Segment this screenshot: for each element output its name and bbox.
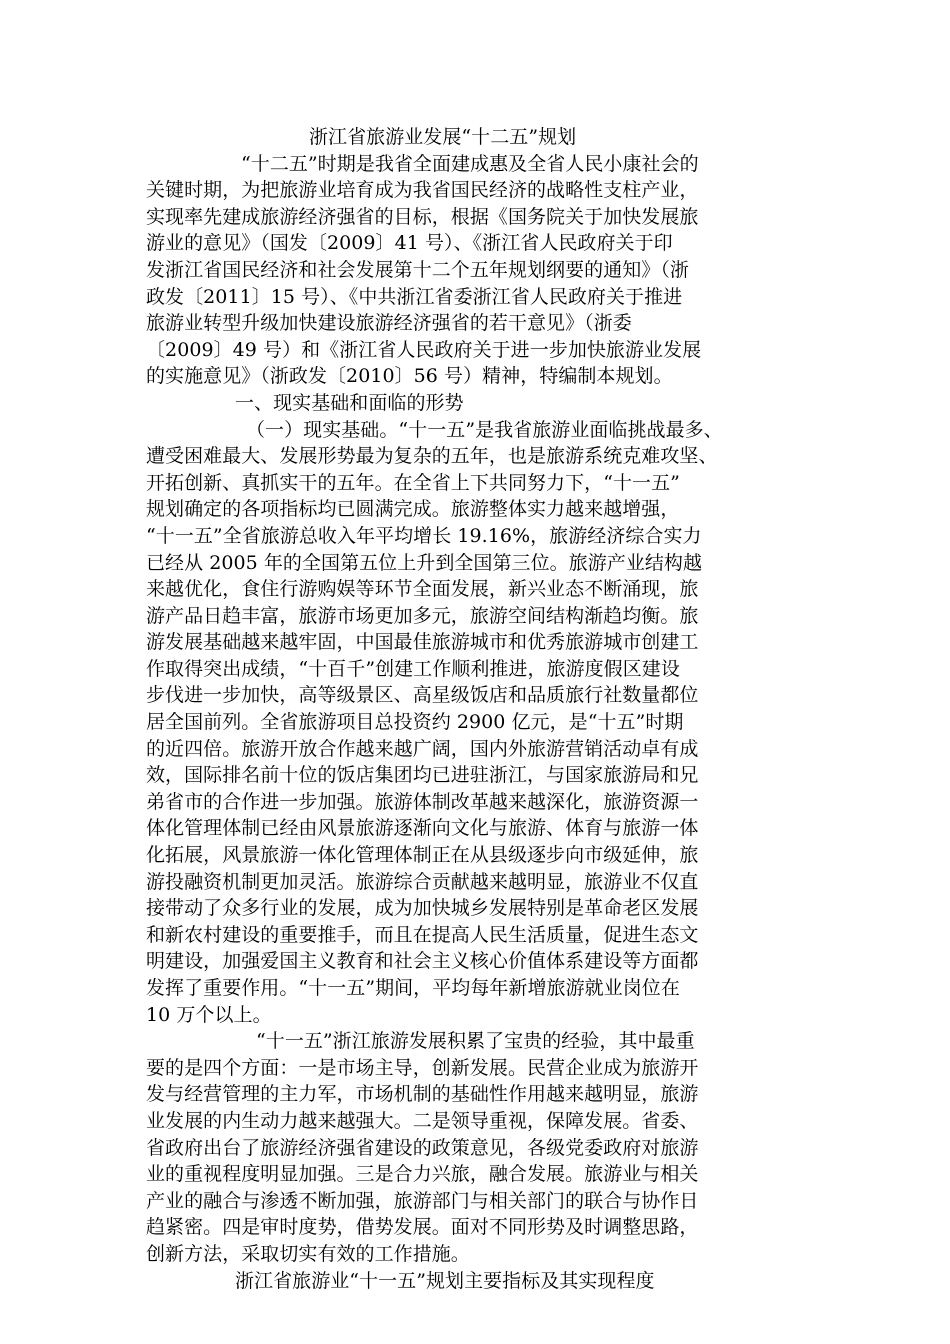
paragraph-line: 趋紧密。四是审时度势，借势发展。面对不同形势及时调整思路， xyxy=(146,1216,699,1239)
paragraph-line: “十一五”浙江旅游发展积累了宝贵的经验，其中最重 xyxy=(256,1030,695,1053)
intro-line: 〔2009〕49 号）和《浙江省人民政府关于进一步加快旅游业发展 xyxy=(146,338,702,361)
paragraph-line: 规划确定的各项指标均已圆满完成。旅游整体实力越来越增强， xyxy=(146,498,680,521)
intro-line: 旅游业转型升级加快建设旅游经济强省的若干意见》（浙委 xyxy=(146,312,632,335)
document-body xyxy=(146,124,814,1294)
intro-line: 游业的意见》（国发〔2009〕41 号）、《浙江省人民政府关于印 xyxy=(146,232,673,255)
paragraph-line: 业发展的内生动力越来越强大。二是领导重视，保障发展。省委、 xyxy=(146,1109,699,1132)
paragraph-line: 产业的融合与渗透不断加强，旅游部门与相关部门的联合与协作日 xyxy=(146,1189,699,1212)
paragraph-line: 游投融资机制更加灵活。旅游综合贡献越来越明显，旅游业不仅直 xyxy=(146,870,699,893)
intro-line: “十二五”时期是我省全面建成惠及全省人民小康社会的 xyxy=(241,152,699,175)
paragraph-line: 发挥了重要作用。“十一五”期间，平均每年新增旅游就业岗位在 xyxy=(146,977,680,999)
paragraph-line: 省政府出台了旅游经济强省建设的政策意见，各级党委政府对旅游 xyxy=(146,1136,699,1159)
paragraph-line: （一）现实基础。“十一五”是我省旅游业面临挑战最多、 xyxy=(246,418,723,441)
paragraph-line: 作取得突出成绩，“十百千”创建工作顺利推进，旅游度假区建设 xyxy=(146,657,680,680)
paragraph-line: 的近四倍。旅游开放合作越来越广阔，国内外旅游营销活动卓有成 xyxy=(146,737,699,760)
paragraph-line: 效，国际排名前十位的饭店集团均已进驻浙江，与国家旅游局和兄 xyxy=(146,764,699,787)
paragraph-line: 游发展基础越来越牢固，中国最佳旅游城市和优秀旅游城市创建工 xyxy=(146,631,699,654)
paragraph-line: 居全国前列。全省旅游项目总投资约 2900 亿元，是“十五”时期 xyxy=(146,711,684,734)
intro-line: 政发〔2011〕15 号）、《中共浙江省委浙江省人民政府关于推进 xyxy=(146,285,683,308)
paragraph-line: 体化管理体制已经由风景旅游逐渐向文化与旅游、体育与旅游一体 xyxy=(146,817,699,840)
document-title: 浙江省旅游业发展“十二五”规划 xyxy=(309,126,577,148)
experience-paragraph xyxy=(146,1028,814,1267)
intro-line: 实现率先建成旅游经济强省的目标，根据《国务院关于加快发展旅 xyxy=(146,205,699,228)
paragraph-line: 接带动了众多行业的发展，成为加快城乡发展特别是革命老区发展 xyxy=(146,897,699,920)
paragraph-line: 发与经营管理的主力军，市场机制的基础性作用越来越明显，旅游 xyxy=(146,1083,699,1106)
paragraph-line: “十一五”全省旅游总收入年平均增长 19.16%，旅游经济综合实力 xyxy=(146,524,702,547)
paragraph-line: 化拓展，风景旅游一体化管理体制正在从县级逐步向市级延伸，旅 xyxy=(146,844,699,867)
paragraph-line: 开拓创新、真抓实干的五年。在全省上下共同努力下，“十一五” xyxy=(146,471,680,494)
current-basis-paragraph xyxy=(146,417,814,1029)
paragraph-line: 业的重视程度明显加强。三是合力兴旅，融合发展。旅游业与相关 xyxy=(146,1163,699,1186)
intro-line: 的实施意见》（浙政发〔2010〕56 号）精神，特编制本规划。 xyxy=(146,365,673,388)
paragraph-line: 要的是四个方面：一是市场主导，创新发展。民营企业成为旅游开 xyxy=(146,1056,699,1079)
paragraph-line: 创新方法，采取切实有效的工作措施。 xyxy=(146,1242,470,1265)
section-heading: 一、现实基础和面临的形势 xyxy=(235,391,464,414)
paragraph-line: 10 万个以上。 xyxy=(146,1003,272,1026)
paragraph-line: 来越优化，食住行游购娱等环节全面发展，新兴业态不断涌现，旅 xyxy=(146,578,699,601)
table-caption: 浙江省旅游业“十一五”规划主要指标及其实现程度 xyxy=(235,1269,655,1292)
paragraph-line: 和新农村建设的重要推手，而且在提高人民生活质量，促进生态文 xyxy=(146,923,699,946)
intro-line: 关键时期，为把旅游业培育成为我省国民经济的战略性支柱产业， xyxy=(146,179,699,202)
intro-line: 发浙江省国民经济和社会发展第十二个五年规划纲要的通知》（浙 xyxy=(146,258,689,281)
paragraph-line: 游产品日趋丰富，旅游市场更加多元，旅游空间结构渐趋均衡。旅 xyxy=(146,604,699,627)
paragraph-line: 遭受困难最大、发展形势最为复杂的五年，也是旅游系统克难攻坚、 xyxy=(146,445,718,468)
intro-paragraph xyxy=(146,151,814,390)
paragraph-line: 已经从 2005 年的全国第五位上升到全国第三位。旅游产业结构越 xyxy=(146,551,703,574)
paragraph-line: 弟省市的合作进一步加强。旅游体制改革越来越深化，旅游资源一 xyxy=(146,790,699,813)
paragraph-line: 步伐进一步加快，高等级景区、高星级饭店和品质旅行社数量都位 xyxy=(146,684,699,707)
paragraph-line: 明建设，加强爱国主义教育和社会主义核心价值体系建设等方面都 xyxy=(146,950,699,973)
